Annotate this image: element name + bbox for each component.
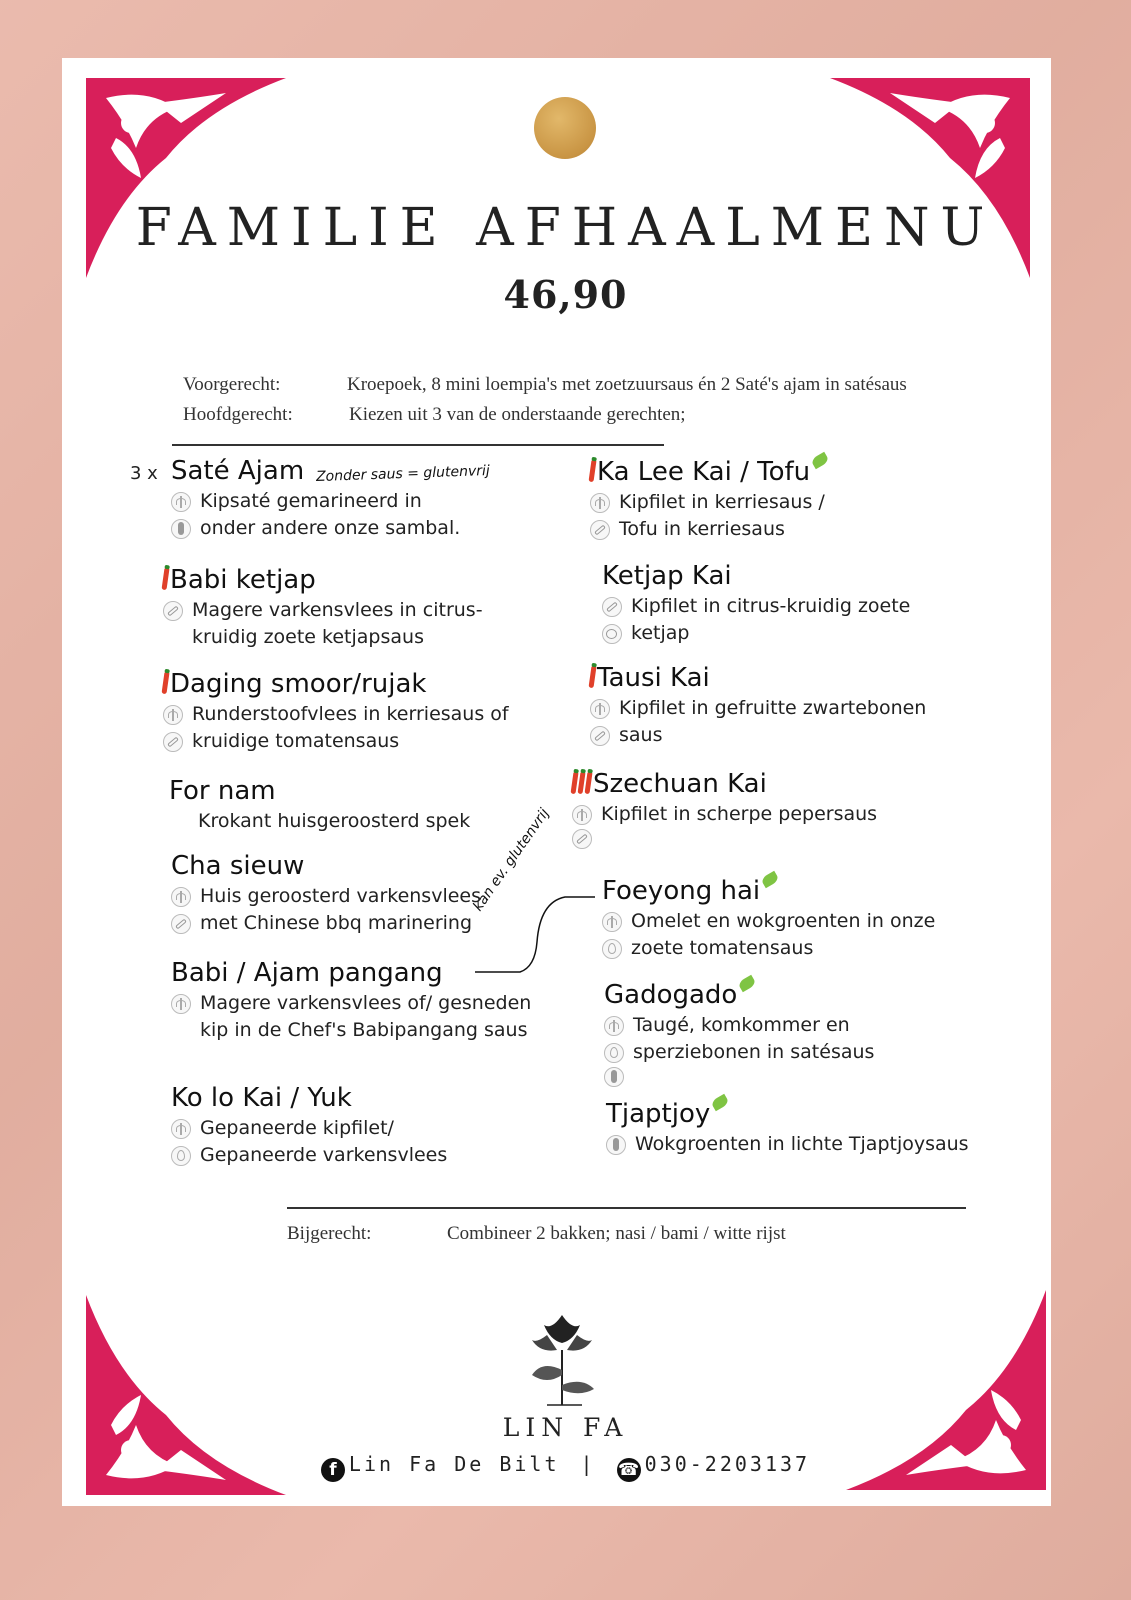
nut-icon (171, 519, 191, 539)
wheat-icon (572, 805, 592, 825)
wheat-icon (602, 912, 622, 932)
dish-description-line (604, 1013, 874, 1038)
dish-title: Foeyong hai (602, 876, 761, 906)
wheat-icon (163, 705, 183, 725)
soy-icon (163, 732, 183, 752)
dish-name (590, 455, 828, 488)
main-text: Kiezen uit 3 van de onderstaande gerechten; (349, 404, 686, 425)
dish-name (606, 1097, 969, 1130)
dish-description-line (163, 625, 483, 650)
description-text: Krokant huisgeroosterd spek (198, 810, 471, 832)
description-text: Runderstoofvlees in kerriesaus of (192, 703, 509, 725)
phone-icon[interactable]: ☎ (618, 1460, 640, 1480)
chili-icon (161, 568, 169, 590)
dish-description-line (171, 991, 531, 1016)
dish-name (602, 874, 935, 907)
handwritten-sate-note: Zonder saus = glutenvrij (315, 462, 491, 486)
wheat-icon (171, 492, 191, 512)
gold-pin (534, 97, 596, 159)
dish-left-1 (171, 455, 460, 541)
dish-name (171, 455, 460, 487)
dish-description-line (171, 884, 481, 909)
dish-description-line (171, 1018, 531, 1043)
description-text: Magere varkensvlees in citrus- (192, 599, 483, 621)
wheat-icon (590, 699, 610, 719)
description-text: Omelet en wokgroenten in onze (631, 910, 936, 932)
description-text: Huis geroosterd varkensvlees (200, 885, 482, 907)
phone-number[interactable]: 030-2203137 (644, 1452, 811, 1476)
dish-description-line (171, 1143, 447, 1168)
dish-title: Daging smoor/rujak (170, 669, 427, 699)
soy-icon (171, 914, 191, 934)
dish-title: Cha sieuw (171, 851, 305, 881)
dish-description-line (604, 1067, 874, 1087)
dish-left-3 (163, 668, 509, 754)
chili-icon (588, 666, 596, 688)
dish-description-line (572, 829, 877, 849)
side-label: Bijgerecht: (287, 1223, 372, 1244)
dish-right-2 (602, 560, 910, 646)
dish-description-line (590, 723, 926, 748)
divider-top (172, 444, 664, 446)
vegetarian-leaf-icon (810, 452, 829, 470)
dish-description-line (169, 809, 470, 834)
dish-title: Ko lo Kai / Yuk (171, 1083, 352, 1113)
nut-icon (604, 1067, 624, 1087)
description-text: kip in de Chef's Babipangang saus (200, 1019, 528, 1041)
facebook-name[interactable]: Lin Fa De Bilt (348, 1452, 560, 1476)
dish-name (171, 1082, 447, 1114)
vegetarian-leaf-icon (738, 975, 757, 993)
description-text: Gepaneerde varkensvlees (200, 1144, 448, 1166)
side-text: Combineer 2 bakken; nasi / bami / witte rijst (447, 1223, 786, 1244)
dish-description-line (590, 517, 828, 542)
dish-description-line (602, 594, 910, 619)
soy-icon (572, 829, 592, 849)
dish-description-line (171, 1116, 447, 1141)
dish-title: Tjaptjoy (606, 1099, 711, 1129)
starter-text: Kroepoek, 8 mini loempia's met zoetzuursaus én 2 Saté's ajam in satésaus (347, 374, 907, 395)
dish-description-line (602, 621, 910, 646)
contact-separator: | (580, 1452, 596, 1476)
dish-title: Ka Lee Kai / Tofu (597, 457, 811, 487)
handwritten-glutenfree-note: kan ev. glutenvrij (470, 805, 553, 915)
dish-description-line (602, 909, 935, 934)
soy-icon (602, 597, 622, 617)
dish-left-7 (171, 1082, 447, 1168)
description-text: Kipfilet in citrus-kruidig zoete (631, 595, 911, 617)
soy-icon (163, 601, 183, 621)
description-text: Kipfilet in gefruitte zwartebonen (619, 697, 927, 719)
wheat-icon (171, 887, 191, 907)
description-text: Kipsaté gemarineerd in (200, 490, 422, 512)
dish-name (171, 957, 531, 989)
soy-icon (590, 520, 610, 540)
dish-title: Babi ketjap (170, 565, 316, 595)
dish-title: For nam (169, 776, 276, 806)
chili-icon (588, 460, 596, 482)
dish-left-2 (163, 564, 483, 650)
dish-title: Saté Ajam (171, 456, 305, 486)
dish-description-line (163, 702, 509, 727)
dish-description-line (171, 911, 481, 936)
description-text: zoete tomatensaus (631, 937, 814, 959)
dish-right-5 (602, 874, 935, 961)
description-text: Gepaneerde kipfilet/ (200, 1117, 394, 1139)
vegetarian-leaf-icon (711, 1094, 730, 1112)
dish-name (602, 560, 910, 592)
lotus-logo (522, 1305, 602, 1410)
description-text: kruidig zoete ketjapsaus (192, 626, 424, 648)
dish-title: Szechuan Kai (593, 769, 767, 799)
menu-price: 46,90 (503, 272, 628, 317)
dish-left-5 (171, 850, 481, 936)
description-text: onder andere onze sambal. (200, 517, 461, 539)
description-text: Tofu in kerriesaus (619, 518, 785, 540)
menu-title: FAMILIE AFHAALMENU (135, 198, 996, 258)
description-text: Magere varkensvlees of/ gesneden (200, 992, 532, 1014)
dish-description-line (590, 696, 926, 721)
contact-line (0, 1452, 1131, 1482)
quantity-note: 3 x (130, 463, 158, 484)
dish-name (163, 564, 483, 596)
description-text: Kipfilet in kerriesaus / (619, 491, 825, 513)
snail-icon (602, 624, 622, 644)
dish-right-3 (590, 662, 926, 748)
dish-name (604, 978, 874, 1011)
dish-name (590, 662, 926, 694)
dish-right-4 (572, 768, 877, 849)
chili-icon (161, 672, 169, 694)
dish-name (163, 668, 509, 700)
dish-description-line (163, 598, 483, 623)
nut-icon (606, 1135, 626, 1155)
wheat-icon (171, 994, 191, 1014)
dish-description-line (602, 936, 935, 961)
chili-icon (584, 772, 592, 794)
description-text: sperziebonen in satésaus (633, 1041, 875, 1063)
wheat-icon (171, 1119, 191, 1139)
egg-icon (171, 1146, 191, 1166)
divider-bottom (287, 1207, 966, 1209)
vegetarian-leaf-icon (760, 871, 779, 889)
facebook-icon[interactable]: f (321, 1458, 345, 1482)
main-label: Hoofdgerecht: (183, 404, 293, 425)
dish-name (171, 850, 481, 882)
dish-name (169, 775, 470, 807)
dish-title: Gadogado (604, 980, 738, 1010)
dish-right-1 (590, 455, 828, 542)
dish-right-7 (606, 1097, 969, 1157)
dish-description-line (604, 1040, 874, 1065)
description-text: kruidige tomatensaus (192, 730, 400, 752)
description-text: saus (619, 724, 663, 746)
dish-name (572, 768, 877, 800)
starter-label: Voorgerecht: (183, 374, 281, 395)
description-text: Kipfilet in scherpe pepersaus (601, 803, 878, 825)
description-text: met Chinese bbq marinering (200, 912, 473, 934)
egg-icon (602, 939, 622, 959)
dish-description-line (163, 729, 509, 754)
dish-left-4 (169, 775, 470, 834)
dish-title: Ketjap Kai (602, 561, 732, 591)
wheat-icon (590, 493, 610, 513)
dish-title: Babi / Ajam pangang (171, 958, 443, 988)
dish-description-line (572, 802, 877, 827)
description-text: Taugé, komkommer en (633, 1014, 850, 1036)
soy-icon (590, 726, 610, 746)
dish-right-6 (604, 978, 874, 1087)
dish-title: Tausi Kai (597, 663, 710, 693)
dish-left-6 (171, 957, 531, 1043)
dish-description-line (590, 490, 828, 515)
dish-description-line (171, 489, 460, 514)
egg-icon (604, 1043, 624, 1063)
description-text: ketjap (631, 622, 690, 644)
description-text: Wokgroenten in lichte Tjaptjoysaus (635, 1133, 969, 1155)
brand-name: LIN FA (502, 1413, 629, 1442)
wheat-icon (604, 1016, 624, 1036)
dish-description-line (171, 516, 460, 541)
dish-description-line (606, 1132, 969, 1157)
